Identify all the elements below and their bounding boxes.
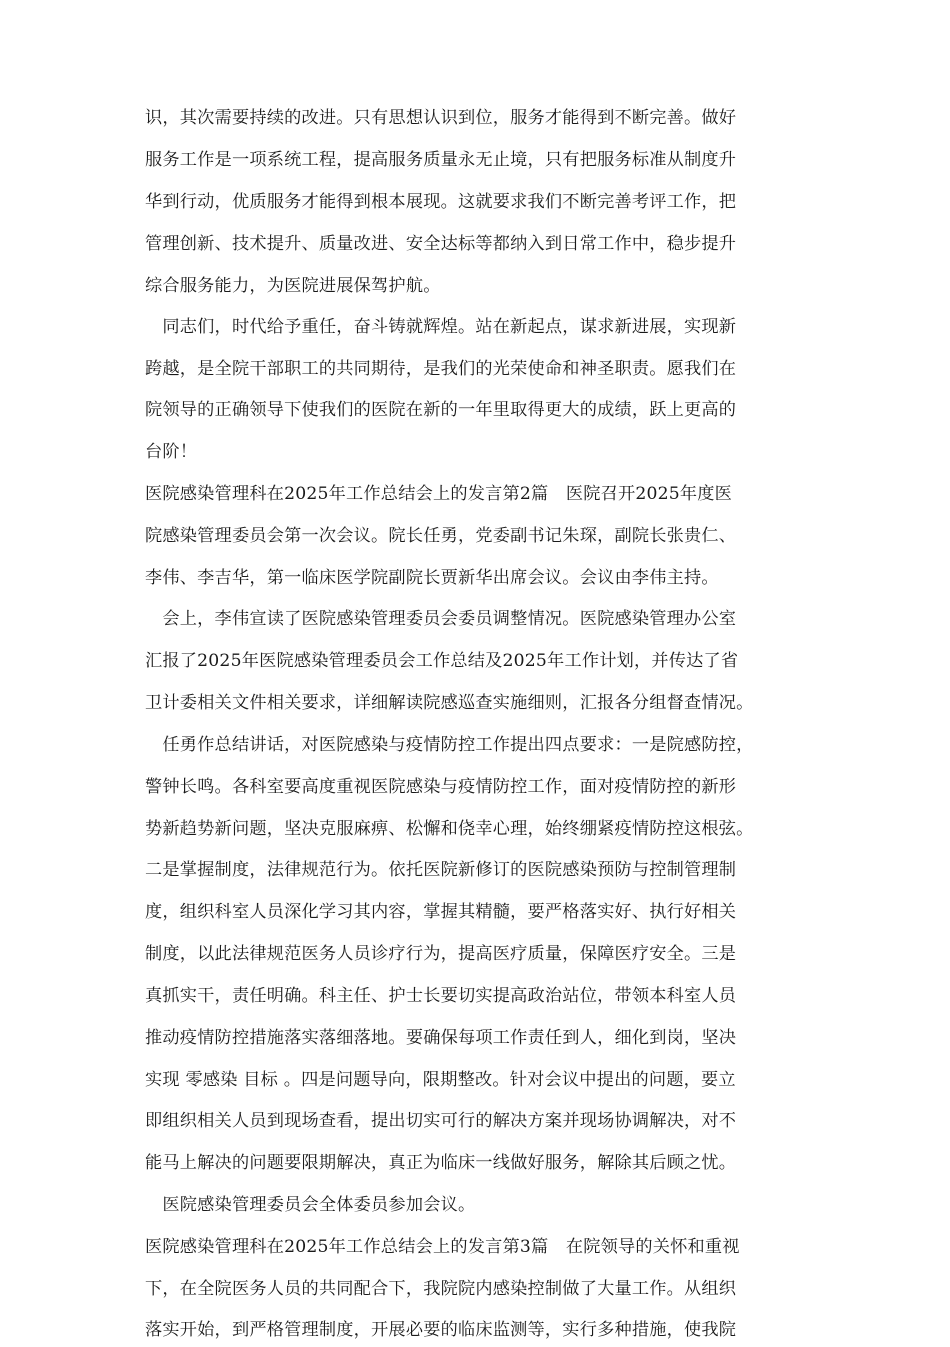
text-line: 度，组织科室人员深化学习其内容，掌握其精髓，要严格落实好、执行好相关 <box>145 902 737 922</box>
text-line: 汇报了2025年医院感染管理委员会工作总结及2025年工作计划，并传达了省 <box>145 651 739 671</box>
text-line: 推动疫情防控措施落实落细落地。要确保每项工作责任到人，细化到岗，坚决 <box>145 1028 737 1048</box>
text-line: 同志们，时代给予重任，奋斗铸就辉煌。站在新起点，谋求新进展，实现新 <box>145 317 737 337</box>
text-line: 综合服务能力，为医院进展保驾护航。 <box>145 276 441 296</box>
text-line: 医院感染管理科在2025年工作总结会上的发言第2篇 医院召开2025年度医 <box>145 484 733 504</box>
text-line: 卫计委相关文件相关要求，详细解读院感巡查实施细则，汇报各分组督查情况。 <box>145 693 754 713</box>
text-line: 即组织相关人员到现场查看，提出切实可行的解决方案并现场协调解决，对不 <box>145 1111 737 1131</box>
text-line: 院领导的正确领导下使我们的医院在新的一年里取得更大的成绩，跃上更高的 <box>145 400 737 420</box>
text-line: 实现 零感染 目标 。四是问题导向，限期整改。针对会议中提出的问题，要立 <box>145 1070 736 1090</box>
text-line: 会上，李伟宣读了医院感染管理委员会委员调整情况。医院感染管理办公室 <box>145 609 737 629</box>
text-line: 二是掌握制度，法律规范行为。依托医院新修订的医院感染预防与控制管理制 <box>145 860 737 880</box>
text-line: 医院感染管理委员会全体委员参加会议。 <box>145 1195 476 1215</box>
text-line: 服务工作是一项系统工程，提高服务质量永无止境，只有把服务标准从制度升 <box>145 150 737 170</box>
text-line: 警钟长鸣。各科室要高度重视医院感染与疫情防控工作，面对疫情防控的新形 <box>145 777 737 797</box>
text-line: 李伟、李吉华，第一临床医学院副院长贾新华出席会议。会议由李伟主持。 <box>145 568 719 588</box>
text-line: 下，在全院医务人员的共同配合下，我院院内感染控制做了大量工作。从组织 <box>145 1279 737 1299</box>
text-line: 医院感染管理科在2025年工作总结会上的发言第3篇 在院领导的关怀和重视 <box>145 1237 740 1257</box>
text-line: 真抓实干，责任明确。科主任、护士长要切实提高政治站位，带领本科室人员 <box>145 986 737 1006</box>
text-line: 华到行动，优质服务才能得到根本展现。这就要求我们不断完善考评工作，把 <box>145 192 737 212</box>
text-line: 识，其次需要持续的改进。只有思想认识到位，服务才能得到不断完善。做好 <box>145 108 737 128</box>
text-line: 制度，以此法律规范医务人员诊疗行为，提高医疗质量，保障医疗安全。三是 <box>145 944 737 964</box>
text-line: 台阶！ <box>145 442 198 462</box>
text-line: 院感染管理委员会第一次会议。院长任勇，党委副书记朱琛，副院长张贵仁、 <box>145 526 737 546</box>
text-line: 管理创新、技术提升、质量改进、安全达标等都纳入到日常工作中，稳步提升 <box>145 234 737 254</box>
text-line: 能马上解决的问题要限期解决，真正为临床一线做好服务，解除其后顾之忧。 <box>145 1153 737 1173</box>
text-line: 势新趋势新问题，坚决克服麻痹、松懈和侥幸心理，始终绷紧疫情防控这根弦。 <box>145 819 754 839</box>
text-line: 落实开始，到严格管理制度，开展必要的临床监测等，实行多种措施，使我院 <box>145 1320 737 1340</box>
text-line: 跨越，是全院干部职工的共同期待，是我们的光荣使命和神圣职责。愿我们在 <box>145 359 737 379</box>
text-line: 任勇作总结讲话，对医院感染与疫情防控工作提出四点要求：一是院感防控， <box>145 735 754 755</box>
